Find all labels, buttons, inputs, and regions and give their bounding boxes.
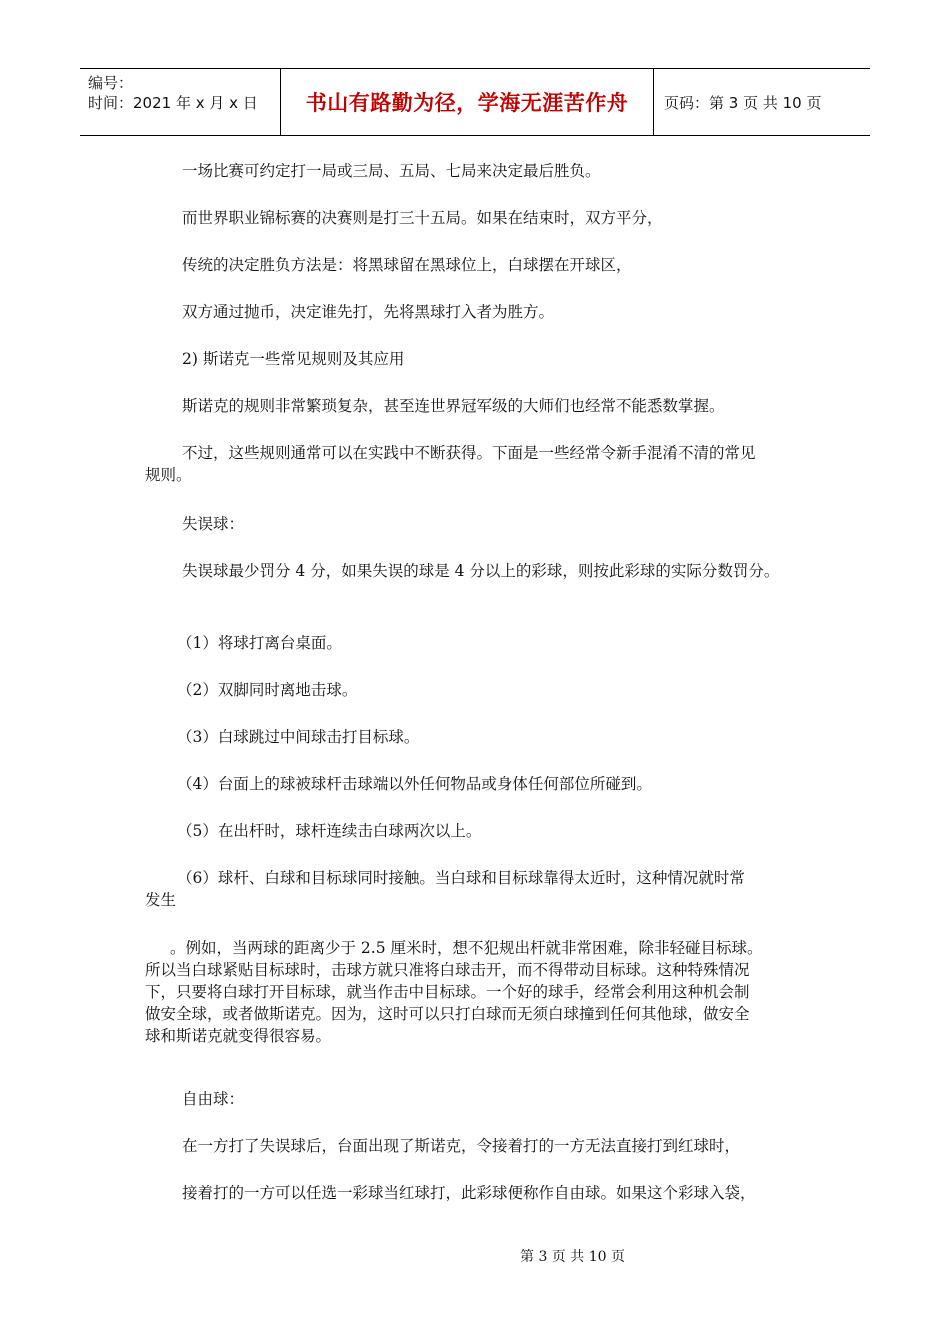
paragraph xyxy=(145,513,805,535)
header-motto: 书山有路勤为径，学海无涯苦作舟 xyxy=(281,69,654,135)
paragraph xyxy=(145,207,805,229)
paragraph xyxy=(145,632,805,654)
paragraph-line: 斯诺克的规则非常繁琐复杂，甚至连世界冠军级的大师们也经常不能悉数掌握。 xyxy=(182,397,725,415)
paragraph xyxy=(145,937,805,1047)
paragraph-line: 双方通过抛币，决定谁先打，先将黑球打入者为胜方。 xyxy=(182,303,555,321)
paragraph-line: 2) 斯诺克一些常见规则及其应用 xyxy=(182,350,405,368)
paragraph-line: 下，只要将白球打开目标球，就当作击中目标球。一个好的球手，经常会利用这种机会制 xyxy=(145,983,750,1001)
paragraph-line: 所以当白球紧贴目标球时，击球方就只准将白球击开，而不得带动目标球。这种特殊情况 xyxy=(145,961,750,979)
paragraph-line: 在一方打了失误球后，台面出现了斯诺克，令接着打的一方无法直接打到红球时， xyxy=(182,1137,741,1155)
paragraph-line: 做安全球，或者做斯诺克。因为，这时可以只打白球而无须白球撞到任何其他球，做安全 xyxy=(145,1005,750,1023)
paragraph xyxy=(145,1135,805,1157)
paragraph xyxy=(145,442,805,486)
paragraph xyxy=(145,1182,805,1204)
paragraph-line: 。例如，当两球的距离少于 2.5 厘米时，想不犯规出杆就非常困难，除非轻碰目标球。 xyxy=(170,939,763,957)
document-date-label: 时间：2021 年 x 月 x 日 xyxy=(88,94,258,112)
paragraph-line: 自由球： xyxy=(182,1090,245,1108)
paragraph-line: 接着打的一方可以任选一彩球当红球打，此彩球便称作自由球。如果这个彩球入袋， xyxy=(182,1184,756,1202)
header-page-number: 页码：第 3 页 共 10 页 xyxy=(664,93,822,112)
paragraph xyxy=(145,348,805,370)
paragraph-line: 失误球： xyxy=(182,515,245,533)
paragraph xyxy=(145,301,805,323)
paragraph-line: （6）球杆、白球和目标球同时接触。当白球和目标球靠得太近时，这种情况就时常 xyxy=(177,869,745,887)
paragraph-line: （1）将球打离台桌面。 xyxy=(177,634,342,652)
paragraph xyxy=(145,820,805,842)
paragraph xyxy=(145,679,805,701)
paragraph xyxy=(145,160,805,182)
page-footer: 第 3 页 共 10 页 xyxy=(520,1249,625,1265)
header-meta-cell xyxy=(80,69,281,135)
paragraph xyxy=(145,726,805,748)
paragraph-line: 而世界职业锦标赛的决赛则是打三十五局。如果在结束时，双方平分， xyxy=(182,209,663,227)
paragraph xyxy=(145,254,805,276)
paragraph-line: （4）台面上的球被球杆击球端以外任何物品或身体任何部位所碰到。 xyxy=(177,775,652,793)
paragraph-line: 传统的决定胜负方法是：将黑球留在黑球位上，白球摆在开球区， xyxy=(182,256,632,274)
paragraph-line: 球和斯诺克就变得很容易。 xyxy=(145,1027,332,1045)
paragraph xyxy=(145,1088,805,1110)
paragraph xyxy=(145,867,805,911)
page-header xyxy=(80,68,870,136)
paragraph-line: 发生 xyxy=(145,891,177,909)
paragraph-line: 规则。 xyxy=(145,466,192,484)
paragraph-line: （2）双脚同时离地击球。 xyxy=(177,681,358,699)
paragraph xyxy=(145,395,805,417)
paragraph xyxy=(145,560,805,582)
paragraph xyxy=(145,773,805,795)
paragraph-line: 一场比赛可约定打一局或三局、五局、七局来决定最后胜负。 xyxy=(182,162,601,180)
paragraph-line: （3）白球跳过中间球击打目标球。 xyxy=(177,728,420,746)
paragraph-line: 失误球最少罚分 4 分，如果失误的球是 4 分以上的彩球，则按此彩球的实际分数罚分。 xyxy=(182,562,780,580)
paragraph-line: （5）在出杆时，球杆连续击白球两次以上。 xyxy=(177,822,482,840)
document-number-label: 编号： xyxy=(88,74,134,92)
paragraph-line: 不过，这些规则通常可以在实践中不断获得。下面是一些经常令新手混淆不清的常见 xyxy=(182,444,756,462)
